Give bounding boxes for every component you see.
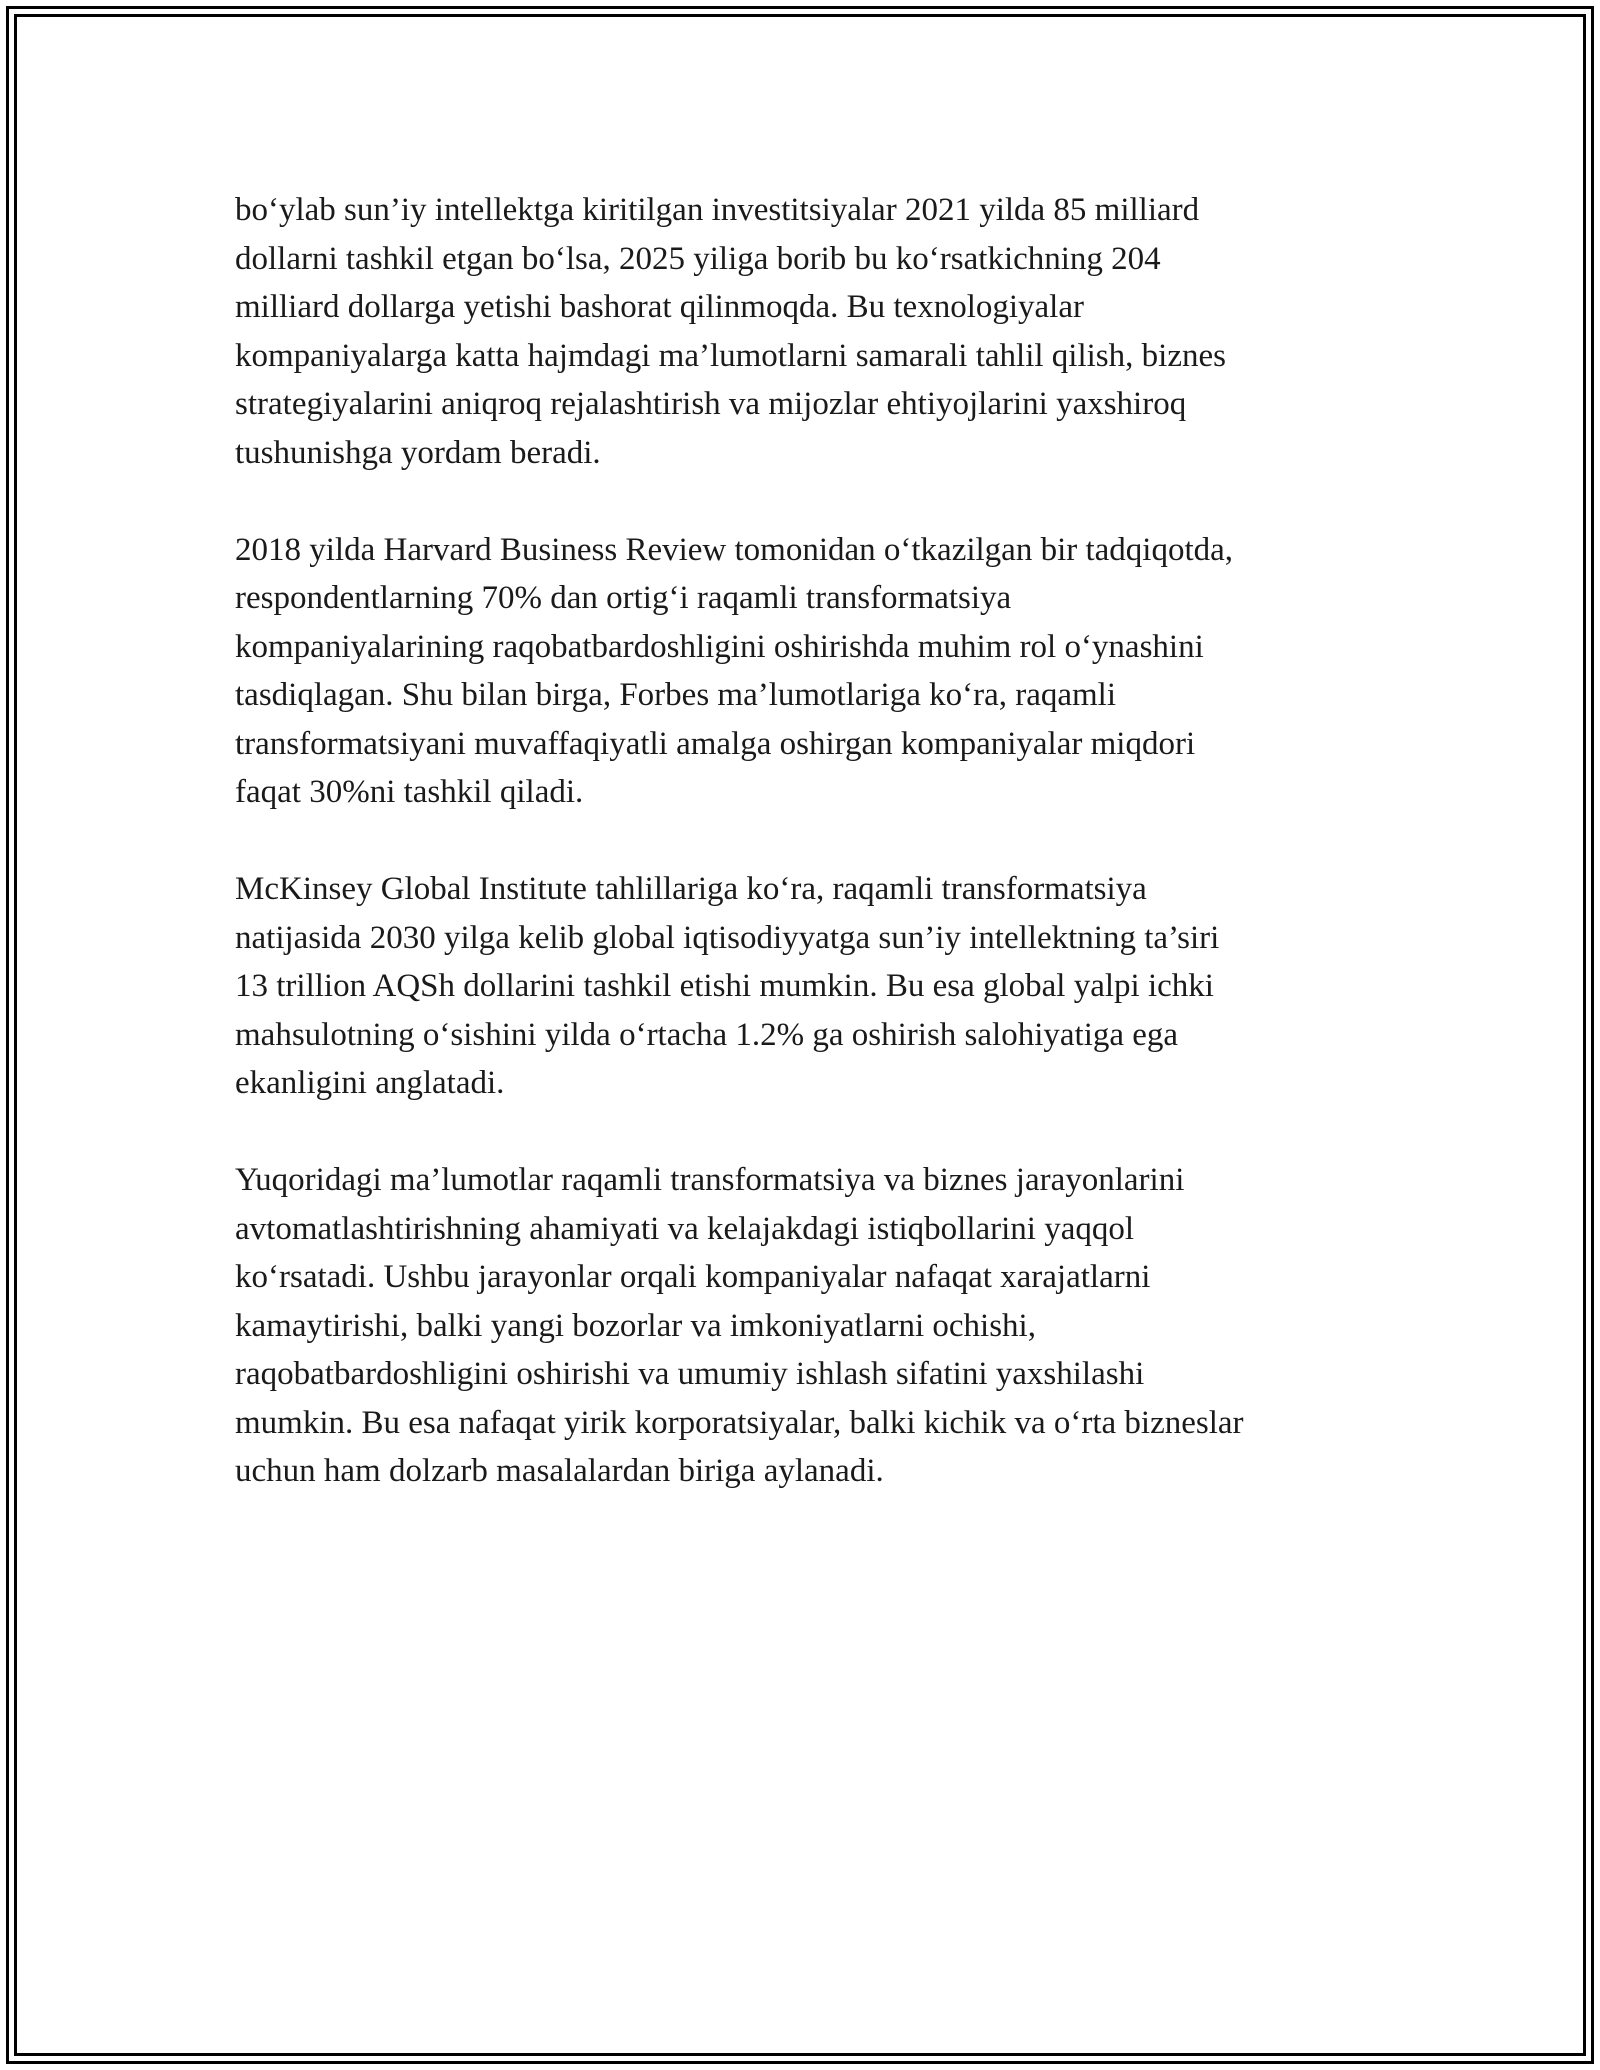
document-body: [235, 186, 1365, 1544]
paragraph-hbr-study: 2018 yilda Harvard Business Review tomonidan o‘tkazilgan bir tadqiqotda, respondentlarning 70% dan ortig‘i raqamli transformatsiya kompaniyalarining raqobatbardoshligini oshirishda muhim rol o‘ynashini tasdiqlagan. Shu bilan birga, Forbes ma’lumotlariga ko‘ra, raqamli transformatsiyani muvaffaqiyatli amalga oshirgan kompaniyalar miqdori faqat 30%ni tashkil qiladi.: [235, 531, 1234, 810]
paragraph-mckinsey-analysis: McKinsey Global Institute tahlillariga ko‘ra, raqamli transformatsiya natijasida 2030 yilga kelib global iqtisodiyyatga sun’iy intellektning ta’siri 13 trillion AQSh dollarini tashkil etishi mumkin. Bu esa global yalpi ichki mahsulotning o‘sishini yilda o‘rtacha 1.2% ga oshirish salohiyatiga ega ekanligini anglatadi.: [235, 871, 1220, 1101]
paragraph-conclusion: Yuqoridagi ma’lumotlar raqamli transformatsiya va biznes jarayonlarini avtomatlashtirishning ahamiyati va kelajakdagi istiqbollarini yaqqol ko‘rsatadi. Ushbu jarayonlar orqali kompaniyalar nafaqat xarajatlarni kamaytirishi, balki yangi bozorlar va imkoniyatlarni ochishi, raqobatbardoshligini oshirishi va umumiy ishlash sifatini yaxshilashi mumkin. Bu esa nafaqat yirik korporatsiyalar, balki kichik va o‘rta bizneslar uchun ham dolzarb masalalardan biriga aylanadi.: [235, 1162, 1244, 1489]
paragraph-ai-investment: bo‘ylab sun’iy intellektga kiritilgan investitsiyalar 2021 yilda 85 milliard dollarni tashkil etgan bo‘lsa, 2025 yiliga borib bu ko‘rsatkichning 204 milliard dollarga yetishi bashorat qilinmoqda. Bu texnologiyalar kompaniyalarga katta hajmdagi ma’lumotlarni samarali tahlil qilish, biznes strategiyalarini aniqroq rejalashtirish va mijozlar ehtiyojlarini yaxshiroq tushunishga yordam beradi.: [235, 192, 1226, 471]
